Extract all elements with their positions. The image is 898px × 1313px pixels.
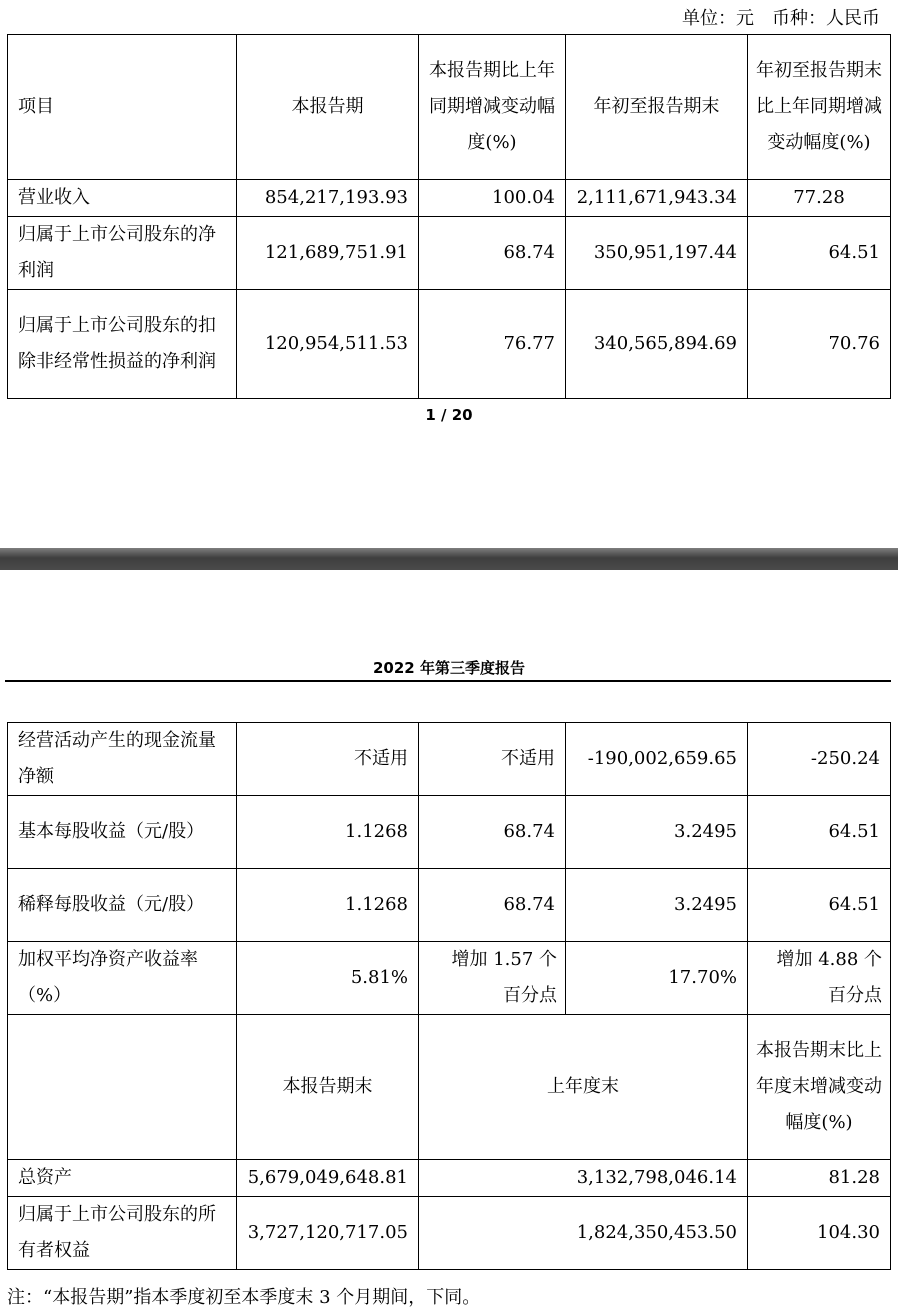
cell-value: 3,727,120,717.05 — [237, 1197, 419, 1270]
row-label: 营业收入 — [8, 180, 237, 217]
cell-value: 104.30 — [748, 1197, 891, 1270]
cell-value: 854,217,193.93 — [237, 180, 419, 217]
cell-value: 1.1268 — [237, 869, 419, 942]
header-period-end: 本报告期末 — [237, 1015, 419, 1160]
cell-value: 81.28 — [748, 1160, 891, 1197]
table-row — [8, 1197, 891, 1270]
table-row — [8, 180, 891, 217]
cell-value: 不适用 — [237, 723, 419, 796]
row-label: 基本每股收益（元/股） — [8, 796, 237, 869]
cell-value: 1.1268 — [237, 796, 419, 869]
unit-currency-line: 单位：元 币种：人民币 — [682, 8, 880, 29]
table-row — [8, 796, 891, 869]
cell-value: 17.70% — [566, 942, 748, 1015]
header-prior-year-end: 上年度末 — [419, 1015, 748, 1160]
cell-value: 68.74 — [419, 796, 566, 869]
cell-value: 76.77 — [419, 290, 566, 399]
financial-table-bottom — [7, 722, 891, 1270]
cell-value: 64.51 — [748, 217, 891, 290]
table-row — [8, 942, 891, 1015]
cell-value: 5.81% — [237, 942, 419, 1015]
cell-value: 1,824,350,453.50 — [419, 1197, 748, 1270]
header-current-period: 本报告期 — [237, 35, 419, 180]
cell-value: -250.24 — [748, 723, 891, 796]
footnote: 注：“本报告期”指本季度初至本季度末 3 个月期间，下同。 — [7, 1287, 481, 1308]
table-row — [8, 723, 891, 796]
cell-value: 增加 4.88 个百分点 — [748, 942, 891, 1015]
cell-value: 3,132,798,046.14 — [419, 1160, 748, 1197]
table-row — [8, 217, 891, 290]
cell-value: 64.51 — [748, 869, 891, 942]
header-rule — [5, 680, 891, 682]
header-item: 项目 — [8, 35, 237, 180]
row-label: 总资产 — [8, 1160, 237, 1197]
report-header-title: 2022 年第三季度报告 — [373, 659, 525, 677]
cell-value: 77.28 — [748, 180, 891, 217]
cell-value: 120,954,511.53 — [237, 290, 419, 399]
cell-value: 100.04 — [419, 180, 566, 217]
cell-value: 增加 1.57 个百分点 — [419, 942, 566, 1015]
page-divider — [0, 548, 898, 570]
row-label: 经营活动产生的现金流量净额 — [8, 723, 237, 796]
cell-value: 121,689,751.91 — [237, 217, 419, 290]
balance-header-row — [8, 1015, 891, 1160]
cell-value: 2,111,671,943.34 — [566, 180, 748, 217]
row-label: 归属于上市公司股东的扣除非经常性损益的净利润 — [8, 290, 237, 399]
cell-value: 340,565,894.69 — [566, 290, 748, 399]
row-label: 加权平均净资产收益率（%） — [8, 942, 237, 1015]
header-current-change: 本报告期比上年同期增减变动幅度(%) — [419, 35, 566, 180]
row-label: 归属于上市公司股东的所有者权益 — [8, 1197, 237, 1270]
header-ytd: 年初至报告期末 — [566, 35, 748, 180]
cell-value: 70.76 — [748, 290, 891, 399]
financial-table-top — [7, 34, 891, 399]
table-row — [8, 290, 891, 399]
cell-value: 3.2495 — [566, 869, 748, 942]
row-label: 归属于上市公司股东的净利润 — [8, 217, 237, 290]
header-blank — [8, 1015, 237, 1160]
header-ytd-change: 年初至报告期末比上年同期增减变动幅度(%) — [748, 35, 891, 180]
cell-value: 64.51 — [748, 796, 891, 869]
cell-value: 68.74 — [419, 869, 566, 942]
cell-value: 5,679,049,648.81 — [237, 1160, 419, 1197]
table-header-row — [8, 35, 891, 180]
cell-value: 3.2495 — [566, 796, 748, 869]
page-number: 1 / 20 — [425, 406, 473, 424]
cell-value: 68.74 — [419, 217, 566, 290]
cell-value: -190,002,659.65 — [566, 723, 748, 796]
table-row — [8, 869, 891, 942]
cell-value: 不适用 — [419, 723, 566, 796]
cell-value: 350,951,197.44 — [566, 217, 748, 290]
table-row — [8, 1160, 891, 1197]
header-balance-change: 本报告期末比上年度末增减变动幅度(%) — [748, 1015, 891, 1160]
row-label: 稀释每股收益（元/股） — [8, 869, 237, 942]
